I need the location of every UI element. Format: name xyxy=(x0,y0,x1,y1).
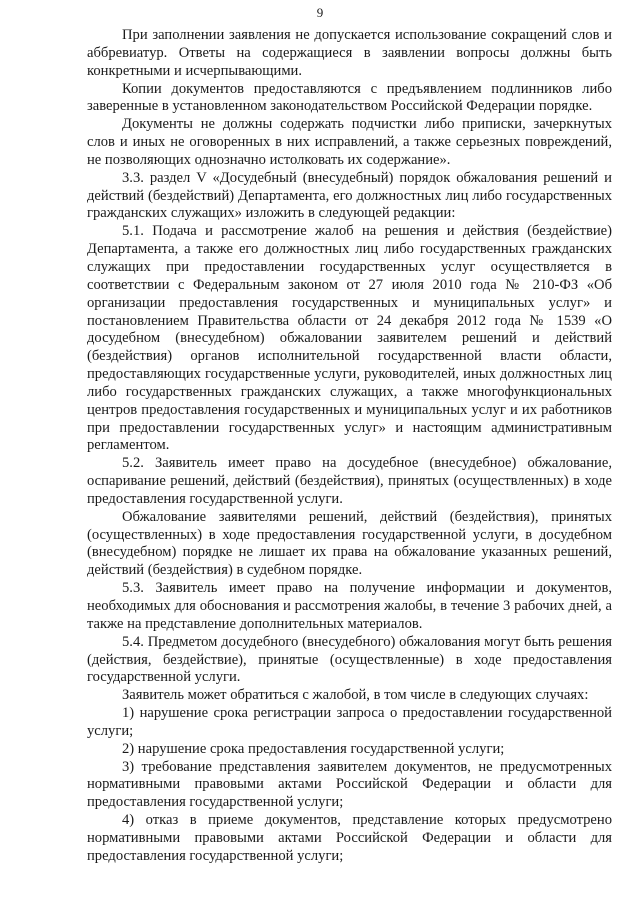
paragraph-abbreviations-rule: При заполнении заявления не допускается использование сокращений слов и аббревиатур. Ответы на содержащиеся в заявлении вопросы должны быть конкретными и исчерпывающими. xyxy=(87,27,612,79)
paragraph-appeal-judicial: Обжалование заявителями решений, действий (бездействия), принятых (осуществленных) в ходе предоставления государственной услуги, в досудебном (внесудебном) порядке не лишает их права на обжалование указанных решений, действий (бездействия) в судебном порядке. xyxy=(87,508,612,579)
paragraph-document-copies: Копии документов предоставляются с предъявлением подлинников либо заверенные в установленном законодательством Российской Федерации порядке. xyxy=(87,80,612,115)
paragraph-document-corrections: Документы не должны содержать подчистки либо приписки, зачеркнутых слов и иных не оговоренных в них исправлений, а также серьезных повреждений, не позволяющих однозначно истолковать их содержание». xyxy=(87,116,612,168)
paragraph-5-3: 5.3. Заявитель имеет право на получение информации и документов, необходимых для обоснования и рассмотрения жалобы, в течение 3 рабочих дней, а также на представление дополнительных материалов. xyxy=(87,580,612,632)
document-body xyxy=(87,27,612,866)
paragraph-5-4: 5.4. Предметом досудебного (внесудебного) обжалования могут быть решения (действия, бездействие), принятые (осуществленные) в ходе предоставления государственной услуги. xyxy=(87,633,612,686)
paragraph-5-2: 5.2. Заявитель имеет право на досудебное (внесудебное) обжалование, оспаривание решений, действий (бездействия), принятых (осуществленных) в ходе предоставления государственной услуги. xyxy=(87,455,612,507)
paragraph-5-1: 5.1. Подача и рассмотрение жалоб на решения и действия (бездействие) Департамента, а также его должностных лиц либо государственных гражданских служащих при предоставлении государственных услуг осуществляется в соответствии с Федеральным законом от 27 июля 2010 года № 210-ФЗ «Об организации предоставления государственных и муниципальных услуг» и постановлением Правительства области от 24 декабря 2012 года № 1539 «О досудебном (внесудебном) обжаловании заявителем решений и действий (бездействия) органов исполнительной государственной власти области, предоставляющих государственные услуги, руководителей, иных должностных лиц либо государственных гражданских служащих, а также многофункциональных центров предоставления государственных и муниципальных услуг и их работников при предоставлении государственных услуг» и настоящим административным регламентом. xyxy=(87,223,612,454)
list-item-case-1: 1) нарушение срока регистрации запроса о предоставлении государственной услуги; xyxy=(87,705,612,739)
paragraph-complaint-cases: Заявитель может обратиться с жалобой, в том числе в следующих случаях: xyxy=(122,687,589,704)
list-item-case-2: 2) нарушение срока предоставления государственной услуги; xyxy=(122,740,505,757)
list-item-case-3: 3) требование представления заявителем документов, не предусмотренных нормативными правовыми актами Российской Федерации и области для предоставления государственной услуги; xyxy=(87,758,612,811)
list-item-case-4: 4) отказ в приеме документов, представление которых предусмотрено нормативными правовыми актами Российской Федерации и области для предоставления государственной услуги; xyxy=(87,812,612,864)
page-number: 9 xyxy=(316,5,324,20)
paragraph-section-v-amendment: 3.3. раздел V «Досудебный (внесудебный) порядок обжалования решений и действий (бездействий) Департамента, его должностных лиц либо государственных гражданских служащих» изложить в следующей редакции: xyxy=(87,169,612,222)
